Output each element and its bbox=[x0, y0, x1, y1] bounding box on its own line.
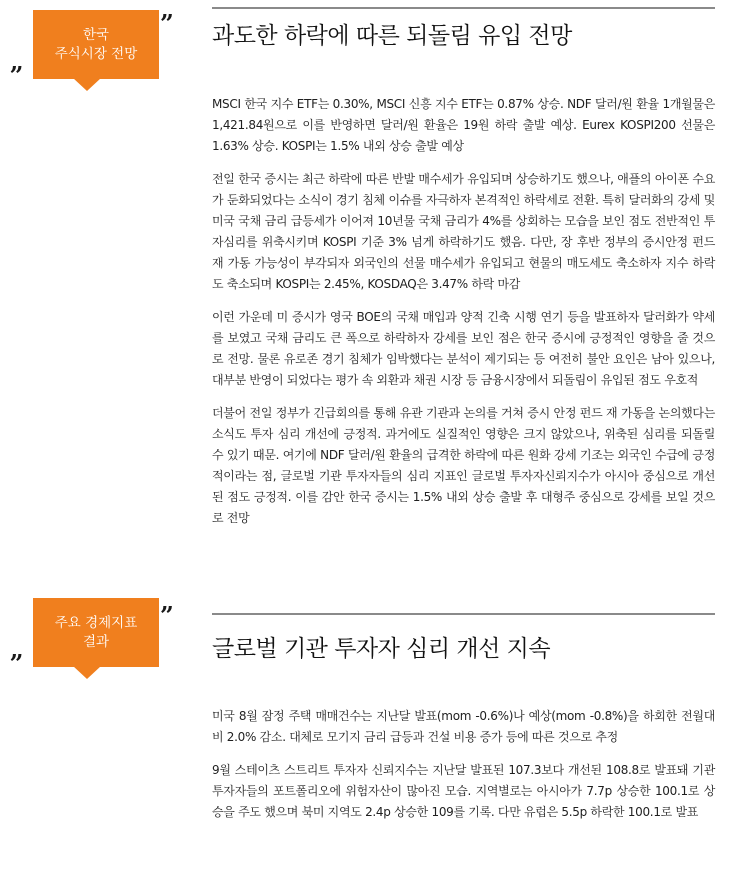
quote-open-mark: „ bbox=[10, 47, 24, 76]
quote-open-mark: „ bbox=[10, 635, 24, 664]
headline-rule bbox=[212, 7, 715, 9]
section-body bbox=[212, 706, 715, 835]
section-tag bbox=[33, 10, 159, 79]
body-paragraph: 전일 한국 증시는 최근 하락에 따른 반발 매수세가 유입되며 상승하기도 했으나, 애플의 아이폰 수요가 둔화되었다는 소식이 경기 침체 이슈를 자극하자 본격적인 하락세로 전환. 특히 달러화의 강세 및 미국 국채 금리 급등세가 이어져 10년물 국채 금리가 4%를 상회하는 모습을 보인 점도 전반적인 투자심리를 위축시키며 KOSPI 기준 3% 넘게 하락하기도 했음. 다만, 장 후반 정부의 증시안정 펀드 재 가동 가능성이 부각되자 외국인의 선물 매수세가 유입되고 현물의 매도세도 축소하자 지수 하락도 축소되며 KOSPI는 2.45%, KOSDAQ은 3.47% 하락 마감 bbox=[212, 172, 715, 291]
body-paragraph: 미국 8월 잠정 주택 매매건수는 지난달 발표(mom -0.6%)나 예상(mom -0.8%)을 하회한 전월대비 2.0% 감소. 대체로 모기지 금리 급등과 건설 비용 증가 등에 따른 것으로 추정 bbox=[212, 709, 715, 744]
section-tag-line: 주식시장 전망 bbox=[54, 45, 138, 62]
headline-rule bbox=[212, 613, 715, 615]
section-tag-line: 주요 경제지표 bbox=[54, 614, 138, 631]
section-headline: 과도한 하락에 따른 되돌림 유입 전망 bbox=[212, 23, 572, 49]
section-headline: 글로벌 기관 투자자 심리 개선 지속 bbox=[212, 636, 551, 662]
section-body bbox=[212, 94, 715, 541]
body-paragraph: 더불어 전일 정부가 긴급회의를 통해 유관 기관과 논의를 거쳐 증시 안정 펀드 재 가동을 논의했다는 소식도 투자 심리 개선에 긍정적. 과거에도 실질적인 영향은 크지 않았으나, 위축된 심리를 되돌릴 수 있기 때문. 여기에 NDF 달러/원 환율의 급격한 하락에 따른 원화 강세 기조는 외국인 수급에 긍정적이라는 점, 글로벌 기관 투자자들의 심리 지표인 글로벌 투자자신뢰지수가 아시아 중심으로 개선된 점도 긍정적. 이를 감안 한국 증시는 1.5% 내외 상승 출발 후 대형주 중심으로 강세를 보일 것으로 전망 bbox=[212, 406, 715, 525]
body-paragraph: 9월 스테이츠 스트리트 투자자 신뢰지수는 지난달 발표된 107.3보다 개선된 108.8로 발표돼 기관투자자들의 포트폴리오에 위험자산이 많아진 모습. 지역별로는 아시아가 7.7p 상승한 100.1로 상승을 주도 했으며 북미 지역도 2.4p 상승한 109를 기록. 다만 유럽은 5.5p 하락한 100.1로 발표 bbox=[212, 763, 715, 819]
section-tag-line: 한국 bbox=[82, 26, 110, 43]
body-paragraph: MSCI 한국 지수 ETF는 0.30%, MSCI 신흥 지수 ETF는 0.87% 상승. NDF 달러/원 환율 1개월물은 1,421.84원으로 이를 반영하면 달러/원 환율은 19원 하락 출발 예상. Eurex KOSPI200 선물은 1.63% 상승. KOSPI는 1.5% 내외 상승 출발 예상 bbox=[212, 97, 715, 153]
section-tag-line: 결과 bbox=[82, 633, 110, 650]
section-tag bbox=[33, 598, 159, 667]
quote-close-mark: ” bbox=[160, 9, 174, 38]
body-paragraph: 이런 가운데 미 증시가 영국 BOE의 국채 매입과 양적 긴축 시행 연기 등을 발표하자 달러화가 약세를 보였고 국채 금리도 큰 폭으로 하락하자 강세를 보인 점은 한국 증시에 긍정적인 영향을 줄 것으로 전망. 물론 유로존 경기 침체가 임박했다는 분석이 제기되는 등 여전히 불안 요인은 남아 있으나, 대부분 반영이 되었다는 평가 속 외환과 채권 시장 등 금융시장에서 되돌림이 유입된 점도 우호적 bbox=[212, 310, 715, 387]
quote-close-mark: ” bbox=[160, 601, 174, 630]
